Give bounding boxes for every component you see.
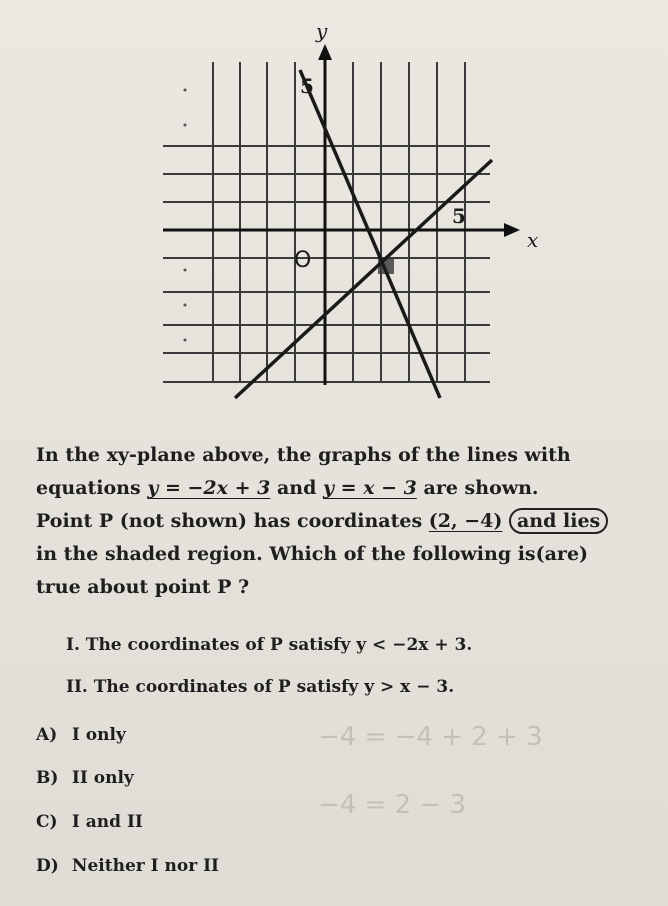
question-line-5: true about point P ? [36,576,250,598]
choice-b[interactable] [36,768,134,788]
choice-a-text: I only [71,725,126,745]
choice-b-text: II only [71,768,134,788]
choice-b-letter: B) [36,768,59,788]
statement-2-label: II. [66,677,88,697]
choice-d-text: Neither I nor II [71,856,219,876]
statement-2 [66,677,454,697]
x-axis-label: x [527,228,539,252]
x-tick-label: 5 [452,204,466,228]
line-y-neg2x-plus3 [300,70,440,398]
point-p-text: Point P (not shown) has coordinates [36,510,423,532]
choice-c-text: I and II [71,812,143,832]
statement-1-text: The coordinates of P satisfy y < −2x + 3. [85,635,473,655]
and-lies-text: and lies [509,508,608,534]
choice-c-letter: C) [36,812,58,832]
question-line-4: in the shaded region. Which of the following is(are) [36,543,589,565]
statement-1-label: I. [66,635,80,655]
point-coordinates: (2, −4) [428,510,503,532]
statement-1 [66,635,472,655]
origin-label: O [294,248,312,273]
statement-2-text: The coordinates of P satisfy y > x − 3. [93,677,455,697]
y-tick-label: 5 [300,74,314,98]
question-line-2 [36,473,636,503]
choice-d-letter: D) [36,856,59,876]
equation-2: y = x − 3 [323,477,417,499]
equation-1: y = −2x + 3 [147,477,271,499]
question-line-1: In the xy-plane above, the graphs of the lines with [36,444,571,466]
y-axis-label: y [316,19,328,43]
coordinate-graph [0,0,668,420]
are-shown-text: are shown. [423,477,539,499]
equations-word: equations [36,477,141,499]
choice-a-letter: A) [36,725,58,745]
question-line-3 [36,506,636,536]
line-y-x-minus3 [235,160,492,398]
y-axis-arrow-icon [318,44,332,60]
choice-c[interactable] [36,812,143,832]
pencil-work-1: −4 = −4 + 2 + 3 [318,722,543,752]
pencil-work-2: −4 = 2 − 3 [318,790,467,820]
choice-d[interactable] [36,856,219,876]
and-word: and [276,477,317,499]
choice-a[interactable] [36,725,126,745]
x-axis-arrow-icon [504,223,520,237]
